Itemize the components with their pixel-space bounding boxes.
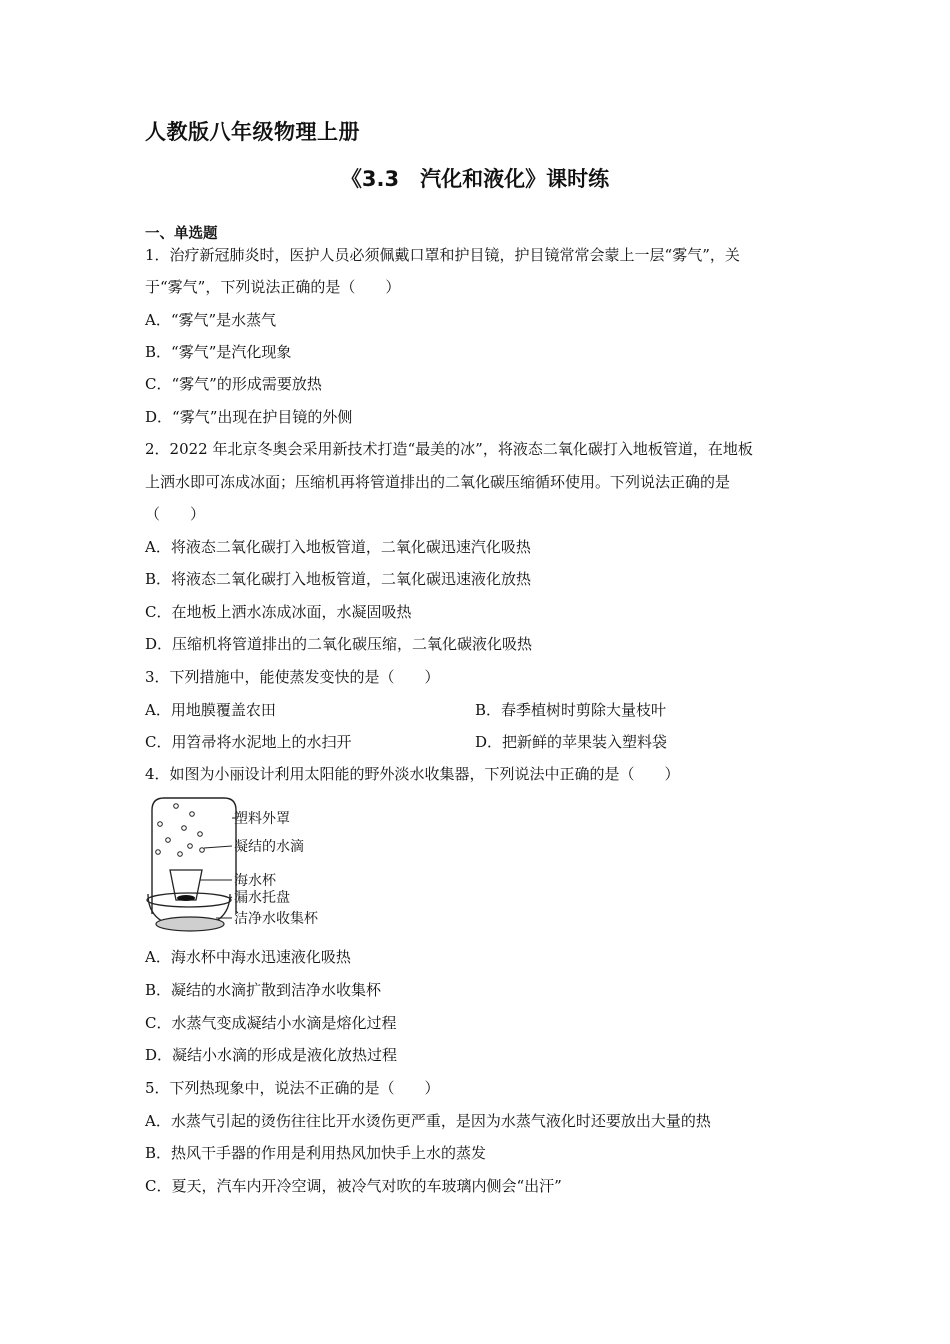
question-5-option-a: A．水蒸气引起的烫伤往往比开水烫伤更严重，是因为水蒸气液化时还要放出大量的热 <box>145 1112 711 1130</box>
question-2-stem-line-3: （ ） <box>145 505 206 523</box>
question-4-stem: 4．如图为小丽设计利用太阳能的野外淡水收集器，下列说法中正确的是（ ） <box>145 765 680 783</box>
question-3-option-b: B．春季植树时剪除大量枝叶 <box>475 701 667 719</box>
question-2-option-c: C．在地板上洒水冻成冰面，水凝固吸热 <box>145 603 412 621</box>
question-2-option-a: A．将液态二氧化碳打入地板管道，二氧化碳迅速汽化吸热 <box>145 538 531 556</box>
question-4-option-a: A．海水杯中海水迅速液化吸热 <box>145 948 351 966</box>
question-3-stem: 3．下列措施中，能使蒸发变快的是（ ） <box>145 668 440 686</box>
question-2-stem-line-2: 上洒水即可冻成冰面；压缩机再将管道排出的二氧化碳压缩循环使用。下列说法正确的是 <box>145 473 731 491</box>
label-plastic-cover: 塑料外罩 <box>234 811 290 827</box>
question-1-stem-line-2: 于“雾气”，下列说法正确的是（ ） <box>145 278 401 296</box>
question-5-option-b: B．热风干手器的作用是利用热风加快手上水的蒸发 <box>145 1144 487 1162</box>
question-3-option-d: D．把新鲜的苹果装入塑料袋 <box>475 733 668 751</box>
question-3-option-a: A．用地膜覆盖农田 <box>145 701 276 719</box>
question-5-option-c: C．夏天，汽车内开冷空调，被冷气对吹的车玻璃内侧会“出汗” <box>145 1177 562 1195</box>
question-1-stem-line-1: 1．治疗新冠肺炎时，医护人员必须佩戴口罩和护目镜，护目镜常常会蒙上一层“雾气”，关 <box>145 246 740 264</box>
question-2-stem-line-1: 2．2022 年北京冬奥会采用新技术打造“最美的冰”，将液态二氧化碳打入地板管道，在地板 <box>145 440 753 458</box>
question-4-option-d: D．凝结小水滴的形成是液化放热过程 <box>145 1046 398 1064</box>
question-1-option-d: D．“雾气”出现在护目镜的外侧 <box>145 408 353 426</box>
question-1-option-c: C．“雾气”的形成需要放热 <box>145 375 322 393</box>
question-2-option-b: B．将液态二氧化碳打入地板管道，二氧化碳迅速液化放热 <box>145 570 532 588</box>
question-4-option-c: C．水蒸气变成凝结小水滴是熔化过程 <box>145 1014 397 1032</box>
water-droplets <box>156 804 205 857</box>
document-title: 人教版八年级物理上册 <box>145 120 360 144</box>
label-leader-lines <box>200 818 236 918</box>
question-1-option-b: B．“雾气”是汽化现象 <box>145 343 292 361</box>
label-clean-water-cup: 洁净水收集杯 <box>234 911 318 927</box>
lesson-title: 《3.3 汽化和液化》课时练 <box>340 167 610 191</box>
question-1-option-a: A．“雾气”是水蒸气 <box>145 311 277 329</box>
label-drip-tray: 漏水托盘 <box>234 890 290 906</box>
question-3-option-c: C．用笤帚将水泥地上的水扫开 <box>145 733 352 751</box>
question-5-stem: 5．下列热现象中，说法不正确的是（ ） <box>145 1079 440 1097</box>
label-seawater-cup: 海水杯 <box>234 873 276 889</box>
question-4-option-b: B．凝结的水滴扩散到洁净水收集杯 <box>145 981 382 999</box>
label-condensed-droplets: 凝结的水滴 <box>234 839 304 855</box>
solar-water-collector-diagram <box>144 794 344 944</box>
section-heading: 一、单选题 <box>145 226 218 242</box>
question-2-option-d: D．压缩机将管道排出的二氧化碳压缩，二氧化碳液化吸热 <box>145 635 533 653</box>
